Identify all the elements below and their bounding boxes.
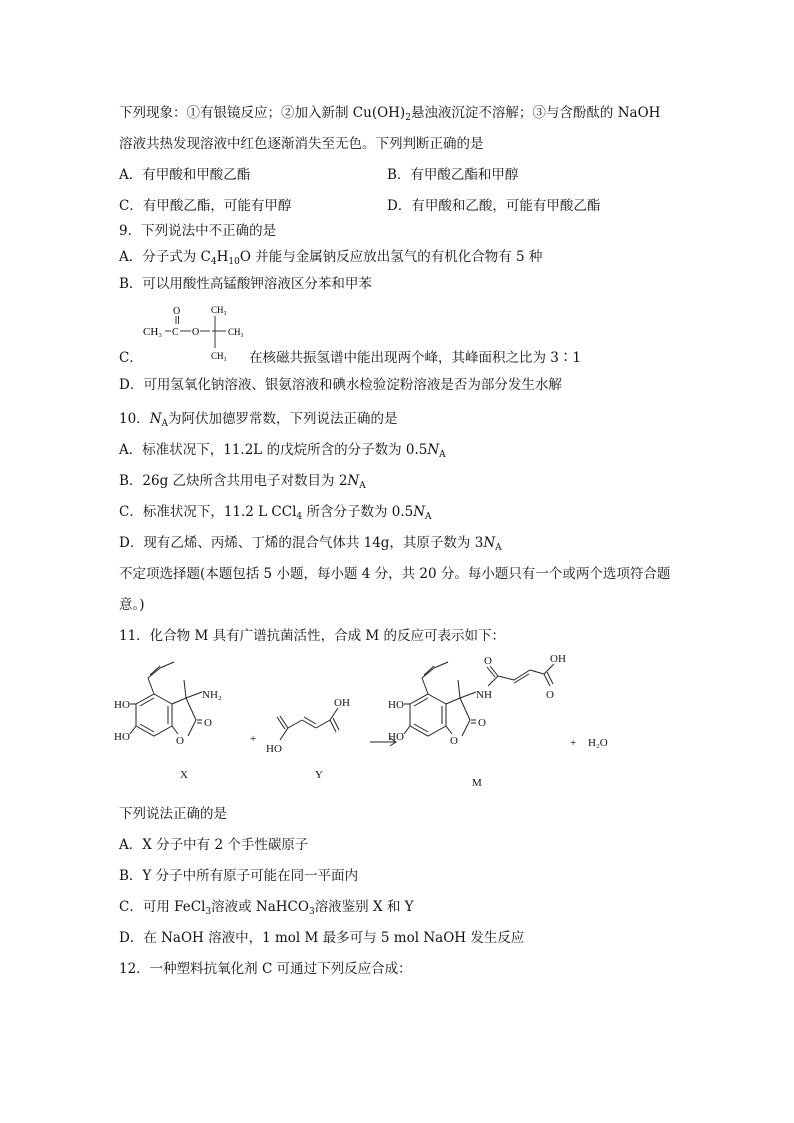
section-header-line1: 不定项选择题(本题包括 5 小题，每小题 4 分，共 20 分。每小题只有一个或两个选项符合题 (119, 566, 671, 582)
q9-ch3-bottom: CH₃ (211, 351, 227, 361)
m-acid-o: O (546, 689, 554, 701)
q8-stem-line2: 溶液共热发现溶液中红色逐渐消失至无色。下列判断正确的是 (119, 136, 484, 152)
q9-option-c-label: C． (119, 350, 143, 366)
m-carbonyl-o: O (478, 717, 486, 729)
x-carbonyl-o: O (204, 717, 212, 729)
x-nh2: NH₂ (202, 689, 222, 701)
q9-option-c-text: 在核磁共振氢谱中能出现两个峰，其峰面积之比为 3∶1 (249, 350, 581, 366)
q8-option-d: D．有甲酸和乙酸，可能有甲酸乙酯 (387, 198, 601, 214)
q10-option-d: D．现有乙烯、丙烯、丁烯的混合气体共 14g，其原子数为 $3N_A$ (119, 535, 502, 553)
q9-carbonyl-c: C (172, 327, 179, 338)
water: H₂O (588, 737, 608, 749)
y-ho: HO (266, 743, 282, 755)
x-ho-bottom: HO (114, 731, 130, 743)
m-oh: OH (550, 653, 566, 665)
label-m: M (472, 777, 482, 789)
q9-carbonyl-o: O (173, 306, 181, 317)
m-amide-o: O (484, 655, 492, 667)
section-header-line2: 意。) (119, 597, 145, 613)
q10-option-b: B．26g 乙炔所含共用电子对数目为 $2N_A$ (119, 473, 366, 491)
q10-option-c: C．标准状况下，11.2 L CCl$_4$ 所含分子数为 $0.5N_A$ (119, 504, 432, 522)
q11-option-b: B．Y 分子中所有原子可能在同一平面内 (119, 868, 359, 884)
label-y: Y (315, 769, 323, 781)
m-nh: NH (476, 689, 492, 701)
q8-option-b: B．有甲酸乙酯和甲醇 (387, 167, 519, 183)
q9-option-a: A．分子式为 $C_4H_{10}O$ 并能与金属钠反应放出氢气的有机化合物有 5 种 (119, 249, 543, 267)
q8-option-c: C．有甲酸乙酯，可能有甲醇 (119, 198, 292, 214)
q9-option-b: B．可以用酸性高锰酸钾溶液区分苯和甲苯 (119, 276, 372, 292)
q8-stem-line1: 下列现象：①有银镜反应；②加入新制 $Cu(OH)_2$悬浊液沉淀不溶解；③与含酚酞的 NaOH (119, 105, 661, 123)
m-ring-o: O (450, 735, 458, 747)
q9-ester-o: O (192, 327, 200, 338)
label-x: X (180, 769, 188, 781)
q9-ch3-left: CH₃ (143, 326, 163, 338)
q10-option-a: A．标准状况下，11.2L 的戊烷所含的分子数为 $0.5N_A$ (119, 442, 446, 460)
y-oh: OH (334, 697, 350, 709)
q9-tert-butyl-acetate-structure (140, 303, 255, 363)
q11-option-c: C．可用 FeCl$_3$溶液或 NaHCO$_3$溶液鉴别 X 和 Y (119, 899, 414, 917)
q9-stem: 9．下列说法中不正确的是 (119, 223, 277, 239)
x-ring-o: O (176, 735, 184, 747)
q8-option-a: A．有甲酸和甲酸乙酯 (119, 167, 251, 183)
q11-prompt: 下列说法正确的是 (119, 806, 227, 822)
q10-stem: 10．$N_A$为阿伏加德罗常数，下列说法正确的是 (119, 411, 398, 429)
q11-option-a: A．X 分子中有 2 个手性碳原子 (119, 837, 309, 853)
q12-stem: 12．一种塑料抗氧化剂 C 可通过下列反应合成： (119, 961, 412, 977)
m-ho-bottom: HO (388, 731, 404, 743)
q11-option-d: D．在 NaOH 溶液中，1 mol M 最多可与 5 mol NaOH 发生反应 (119, 930, 525, 946)
q11-reaction-scheme (110, 648, 630, 796)
q9-ch3-top: CH₃ (211, 305, 227, 315)
q11-stem: 11．化合物 M 具有广谱抗菌活性，合成 M 的反应可表示如下： (119, 628, 505, 644)
x-ho-top: HO (114, 699, 130, 711)
plus-sign-2: + (570, 737, 577, 749)
q9-option-d: D．可用氢氧化钠溶液、银氨溶液和碘水检验淀粉溶液是否为部分发生水解 (119, 377, 562, 393)
q9-ch3-right: CH₃ (228, 327, 244, 337)
plus-sign-1: + (250, 733, 257, 745)
m-ho-top: HO (388, 699, 404, 711)
